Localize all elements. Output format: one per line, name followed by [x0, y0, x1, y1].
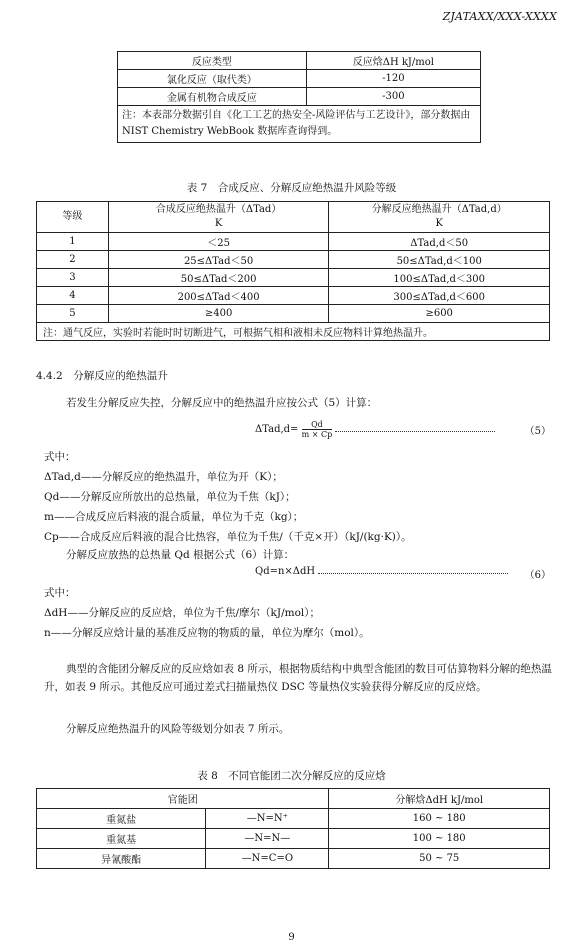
cell: 25≤ΔTad＜50	[108, 251, 329, 269]
equation-number: （5）	[524, 426, 551, 437]
cell: ≥600	[329, 305, 550, 323]
definition-line: ΔdH——分解反应的反应焓，单位为千焦/摩尔（kJ/mol）；	[44, 607, 320, 619]
table-row	[37, 305, 550, 323]
cell: 50 ~ 75	[329, 849, 550, 869]
cell: 金属有机物合成反应	[118, 88, 307, 106]
cell: 300≤ΔTad,d＜600	[329, 287, 550, 305]
cell: 5	[37, 305, 109, 323]
cell: 100 ~ 180	[329, 829, 550, 849]
table-row	[37, 269, 550, 287]
cell: -300	[306, 88, 480, 106]
cell: 重氮盐	[37, 809, 206, 829]
header-decomposition-enthalpy: 分解焓ΔdH kJ/mol	[329, 789, 550, 809]
header-synthesis-unit: K	[214, 218, 223, 229]
equation-leader	[335, 431, 495, 432]
cell: 重氮基	[37, 829, 206, 849]
adiabatic-temp-risk-table	[36, 201, 550, 341]
where-label: 式中：	[44, 587, 76, 599]
header-decomposition-label: 分解反应绝热温升（ΔTad,d）	[371, 204, 507, 215]
definition-line: Cp——合成反应后料液的混合比热容，单位为千焦/（千克×开）（kJ/(kg·K)）。	[44, 531, 412, 543]
equation-lhs: ΔTad,d=	[255, 424, 299, 435]
header-functional-group: 官能团	[37, 789, 329, 809]
table8-caption: 表 8 不同官能团二次分解反应的反应焓	[197, 770, 386, 782]
equation-6-intro: 分解反应放热的总热量 Qd 根据公式（6）计算：	[66, 549, 295, 561]
equation-number: （6）	[524, 570, 551, 581]
cell: 4	[37, 287, 109, 305]
cell: ＜25	[108, 233, 329, 251]
table-note: 注：本表部分数据引自《化工工艺的热安全-风险评估与工艺设计》，部分数据由 NIST Chemistry WebBook 数据库查询得到。	[118, 106, 481, 143]
table-row	[37, 849, 550, 869]
header-synthesis-label: 合成反应绝热温升（ΔTad）	[155, 204, 282, 215]
section-heading: 4.4.2 分解反应的绝热温升	[36, 370, 168, 382]
cell: 50≤ΔTad＜200	[108, 269, 329, 287]
cell: -120	[306, 70, 480, 88]
document-code: ZJATAXX/XXX-XXXX	[442, 10, 557, 23]
table-row	[37, 251, 550, 269]
cell: 2	[37, 251, 109, 269]
table-row	[37, 287, 550, 305]
cell: 1	[37, 233, 109, 251]
equation-5	[255, 420, 551, 439]
equation-fraction	[302, 420, 333, 439]
header-reaction-type: 反应类型	[118, 52, 307, 70]
equation-6	[255, 566, 551, 581]
cell: 200≤ΔTad＜400	[108, 287, 329, 305]
header-reaction-enthalpy: 反应焓ΔH kJ/mol	[306, 52, 480, 70]
table-note: 注：通气反应，实验时若能时时切断进气，可根据气相和液相未反应物料计算绝热温升。	[37, 323, 550, 341]
page-number: 9	[288, 932, 295, 943]
table7-caption: 表 7 合成反应、分解反应绝热温升风险等级	[186, 182, 397, 194]
equation-leader	[318, 573, 508, 574]
cell: ΔTad,d＜50	[329, 233, 550, 251]
definition-line: ΔTad,d——分解反应的绝热温升，单位为开（K）；	[44, 471, 283, 483]
header-decomposition-unit: K	[435, 218, 443, 229]
cell: 异氰酸酯	[37, 849, 206, 869]
header-level: 等级	[37, 202, 109, 233]
table-row	[37, 233, 550, 251]
cell: 100≤ΔTad,d＜300	[329, 269, 550, 287]
reaction-enthalpy-table	[117, 51, 481, 143]
definition-line: n——分解反应焓计量的基准反应物的物质的量，单位为摩尔（mol）。	[44, 627, 370, 639]
cell: —N=N⁺	[206, 809, 329, 829]
cell: 160 ~ 180	[329, 809, 550, 829]
definition-line: Qd——分解反应所放出的总热量，单位为千焦（kJ）；	[44, 491, 296, 503]
where-label: 式中：	[44, 451, 76, 463]
equation-denominator: m × Cp	[301, 430, 333, 439]
functional-group-enthalpy-table	[36, 788, 550, 869]
table-row	[118, 70, 481, 88]
header-decomposition	[329, 202, 550, 233]
definition-line: m——合成反应后料液的混合质量，单位为千克（kg）；	[44, 511, 304, 523]
header-synthesis	[108, 202, 329, 233]
table-row	[37, 809, 550, 829]
cell: 3	[37, 269, 109, 287]
cell: —N=C=O	[206, 849, 329, 869]
table-row	[37, 829, 550, 849]
section-intro: 若发生分解反应失控，分解反应中的绝热温升应按公式（5）计算：	[66, 397, 378, 409]
paragraph: 分解反应绝热温升的风险等级划分如表 7 所示。	[66, 723, 290, 735]
cell: 氯化反应（取代类）	[118, 70, 307, 88]
cell: 50≤ΔTad,d＜100	[329, 251, 550, 269]
equation-body: Qd=n×ΔdH	[255, 566, 316, 577]
paragraph: 典型的含能团分解反应的反应焓如表 8 所示，根据物质结构中典型含能团的数目可估算物料分解的绝热温升，如表 9 所示。其他反应可通过差式扫描量热仪 DSC 等量热仪实验获得分解反应的反应焓。	[44, 663, 552, 693]
cell: ≥400	[108, 305, 329, 323]
equation-numerator: Qd	[302, 420, 333, 430]
table-row	[118, 88, 481, 106]
cell: —N=N—	[206, 829, 329, 849]
